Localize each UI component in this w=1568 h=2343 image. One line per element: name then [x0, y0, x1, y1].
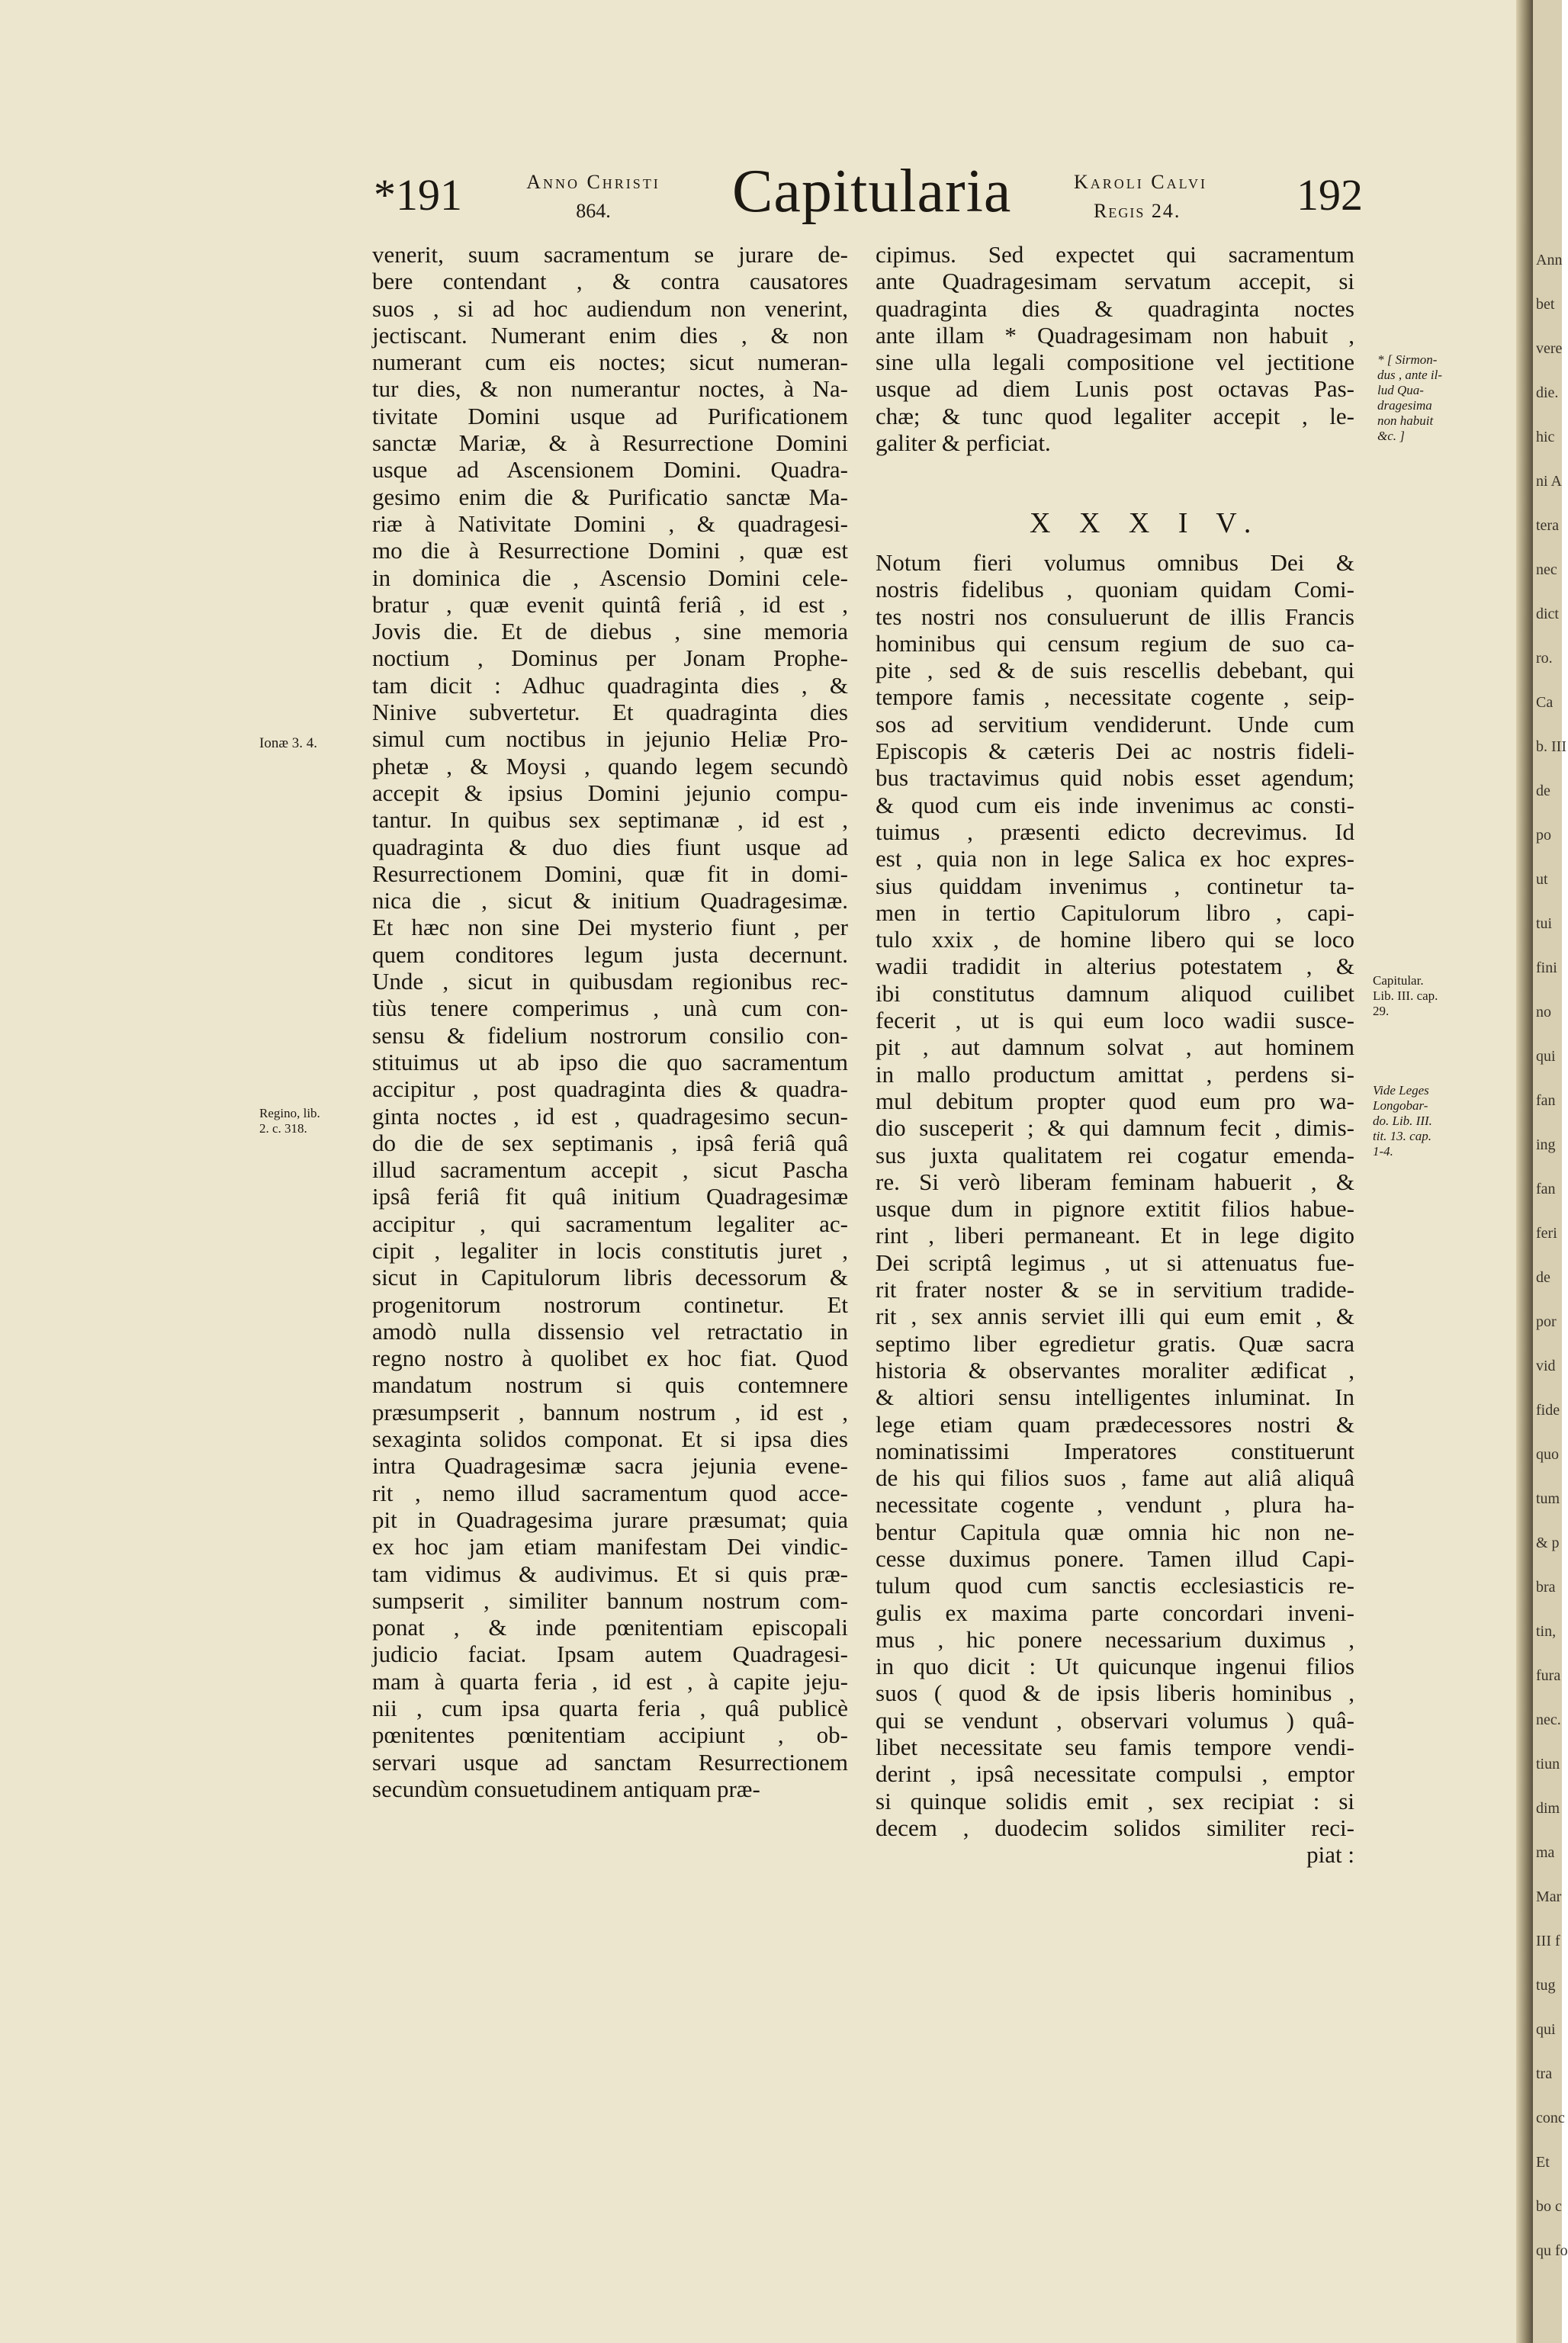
next-page-fragment: Ca [1536, 694, 1554, 711]
text-line: secundùm consuetudinem antiquam præ- [372, 1775, 760, 1802]
text-line: tivitate Domini usque ad Purificationem [372, 402, 848, 429]
text-line: est , quia non in lege Salica ex hoc expres- [876, 845, 1354, 873]
text-line: cesse duximus ponere. Tamen illud Capi- [876, 1544, 1354, 1572]
next-page-fragment: dim [1536, 1800, 1560, 1817]
margin-note-line: Lib. III. cap. [1373, 988, 1438, 1003]
text-line: tempore famis , necessitate cogente , seip- [876, 683, 1354, 711]
text-line: galiter & perficiat. [876, 429, 1051, 457]
text-line: accipitur , post quadraginta dies & quadra- [372, 1075, 848, 1103]
margin-note-line: tit. 13. cap. [1373, 1129, 1431, 1143]
text-line: necessitate cogente , vendunt , plura ha- [876, 1491, 1354, 1519]
next-page-fragment: Ann [1536, 252, 1563, 268]
text-line: lege etiam quam prædecessores nostri & [876, 1410, 1354, 1438]
text-line: sine ulla legali compositione vel jectitione [876, 349, 1354, 376]
next-page-fragment: nec. [1536, 1711, 1561, 1728]
next-page-fragment: tui [1536, 915, 1553, 932]
text-line: in mallo productum amittat , perdens si- [876, 1060, 1354, 1088]
text-line: Notum fieri volumus omnibus Dei & [876, 549, 1354, 576]
text-line: in dominica die , Ascensio Domini cele- [372, 564, 848, 591]
margin-note-line: &c. ] [1377, 429, 1405, 443]
text-line: noctium , Dominus per Jonam Prophe- [372, 644, 848, 672]
margin-note-line: Regino, lib. [259, 1106, 320, 1120]
next-page-fragment: III f [1536, 1933, 1560, 1949]
margin-note-line: 2. c. 318. [259, 1121, 307, 1136]
next-page-fragment: qui [1536, 2021, 1556, 2038]
text-line: mam à quarta feria , id est , à capite jeju- [372, 1667, 848, 1695]
text-line: ponat , & inde pœnitentiam episcopali [372, 1614, 848, 1641]
text-line: quadraginta dies & quadraginta noctes [876, 294, 1354, 322]
text-line: Et hæc non sine Dei mysterio fiunt , per [372, 914, 848, 941]
next-page-fragment: quo [1536, 1446, 1559, 1463]
text-line: Episcopis & cæteris Dei ac nostris fideli- [876, 738, 1354, 765]
text-line: gulis ex maxima parte concordari inveni- [876, 1599, 1354, 1626]
page-number-right: 192 [1296, 170, 1363, 220]
next-page-fragment: fide [1536, 1402, 1560, 1419]
next-page-fragment: bra [1536, 1579, 1556, 1596]
next-page-fragment: hic [1536, 429, 1555, 445]
text-line: mo die à Resurrectione Domini , quæ est [372, 537, 848, 564]
text-line: præsumpserit , bannum nostrum , id est , [372, 1398, 848, 1425]
header-anno: Anno Christi [526, 171, 660, 193]
next-page-fragment: fan [1536, 1092, 1556, 1109]
next-page-fragment: ing [1536, 1136, 1556, 1153]
margin-note-line: Longobar- [1373, 1098, 1428, 1113]
margin-note-line: Capitular. [1373, 973, 1424, 988]
section-heading: X X X I V. [1030, 507, 1262, 539]
text-line: historia & observantes moraliter ædificat , [876, 1356, 1354, 1384]
right-text-column-top [876, 241, 1354, 456]
next-page-fragment: tiun [1536, 1756, 1560, 1773]
text-line: pit in Quadragesima jurare præsumat; quia [372, 1506, 848, 1533]
text-line: tantur. In quibus sex septimanæ , id est , [372, 806, 848, 834]
text-line: men in tertio Capitulorum libro , capi- [876, 898, 1354, 926]
next-page-fragment: bo c [1536, 2198, 1562, 2215]
next-page-fragment: dict [1536, 606, 1559, 622]
margin-note-line: 1-4. [1373, 1144, 1393, 1159]
text-line: stituimus ut ab ipso die quo sacramentum [372, 1048, 848, 1075]
page-title: Capitularia [732, 158, 1012, 225]
next-page-fragment: ut [1536, 871, 1548, 888]
margin-note-line: 29. [1373, 1004, 1390, 1018]
next-page-fragment: ni A [1536, 473, 1562, 490]
text-line: quem conditores legum justa decernunt. [372, 940, 848, 968]
text-line: decem , duodecim solidos similiter reci- [876, 1814, 1354, 1841]
next-page-fragment: ro. [1536, 650, 1553, 667]
text-line: sius quiddam invenimus , continetur ta- [876, 872, 1354, 899]
next-page-fragment: fura [1536, 1667, 1561, 1684]
text-line: rit , nemo illud sacramentum quod acce- [372, 1479, 848, 1506]
next-page-fragment: tin, [1536, 1623, 1557, 1640]
margin-note-regino [259, 1106, 320, 1136]
next-page-fragment: Et [1536, 2154, 1550, 2171]
text-line: pit , aut damnum solvat , aut hominem [876, 1033, 1354, 1061]
text-line: cipimus. Sed expectet qui sacramentum [876, 241, 1354, 268]
text-line: fecerit , ut is qui eum loco wadii susce- [876, 1007, 1354, 1034]
text-line: Ninive subvertetur. Et quadraginta dies [372, 699, 848, 726]
text-line: hominibus qui censum regium de suo ca- [876, 629, 1354, 657]
text-line: piat : [1306, 1841, 1354, 1869]
text-line: judicio faciat. Ipsam autem Quadragesi- [372, 1641, 848, 1668]
text-line: suos ( quod & de ipsis liberis hominibus , [876, 1679, 1354, 1707]
text-line: accepit & ipsius Domini jejunio compu- [372, 779, 848, 806]
text-line: nostris fidelibus , quoniam quidam Comi- [876, 576, 1354, 603]
text-line: mus , hic ponere necessarium duximus , [876, 1625, 1354, 1653]
text-line: si quinque solidis emit , sex recipiat : si [876, 1787, 1354, 1814]
text-line: derint , ipsâ necessitate compulsi , emptor [876, 1760, 1354, 1788]
text-line: nii , cum ipsa quarta feria , quâ publicè [372, 1695, 848, 1722]
page-number-left: *191 [374, 170, 462, 220]
text-line: tiùs tenere comperimus , unà cum con- [372, 995, 848, 1022]
text-line: re. Si verò liberam feminam habuerit , & [876, 1168, 1354, 1195]
text-line: Resurrectionem Domini, quæ fit in domi- [372, 860, 848, 887]
margin-note-line: dus , ante il- [1377, 368, 1442, 382]
text-line: bus tractavimus quid nobis esset agendum; [876, 764, 1354, 792]
next-page-fragment: die. [1536, 384, 1559, 401]
text-line: in quo dicit : Ut quicunque ingenui filios [876, 1653, 1354, 1680]
text-line: accipitur , qui sacramentum legaliter ac- [372, 1210, 848, 1237]
text-line: sumpserit , similiter bannum nostrum com- [372, 1586, 848, 1614]
next-page-fragment: conc [1536, 2110, 1565, 2126]
text-line: wadii tradidit in alterius potestatem , & [876, 953, 1354, 980]
text-line: sos ad servitium vendiderunt. Unde cum [876, 710, 1354, 738]
left-text-column [372, 241, 848, 1802]
next-page-fragment: tug [1536, 1977, 1556, 1994]
text-line: bentur Capitula quæ omnia hic non ne- [876, 1518, 1354, 1545]
text-line: tam dicit : Adhuc quadraginta dies , & [372, 671, 848, 699]
next-page-fragment: tera [1536, 517, 1559, 534]
text-line: pite , sed & de suis rescellis debebant, qui [876, 657, 1354, 684]
header-year: 864. [576, 200, 611, 222]
text-line: jectiscant. Numerant enim dies , & non [372, 321, 848, 349]
text-line: cipit , legaliter in locis constitutis juret , [372, 1236, 848, 1264]
text-line: sexaginta solidos componat. Et si ipsa dies [372, 1425, 848, 1453]
margin-note-line: Vide Leges [1373, 1083, 1429, 1098]
text-line: venerit, suum sacramentum se jurare de- [372, 241, 848, 268]
next-page-fragment: fini [1536, 959, 1557, 976]
text-line: do die de sex septimanis , ipsâ feriâ quâ [372, 1129, 848, 1156]
text-line: ipsâ feriâ fit quâ initium Quadragesimæ [372, 1183, 848, 1210]
text-line: ibi constitutus damnum aliquod cuilibet [876, 979, 1354, 1007]
text-line: Unde , sicut in quibusdam regionibus rec- [372, 968, 848, 995]
next-page-fragment: por [1536, 1313, 1557, 1330]
margin-note-vide-leges [1373, 1083, 1432, 1159]
text-line: sicut in Capitulorum libris decessorum & [372, 1264, 848, 1291]
text-line: simul cum noctibus in jejunio Heliæ Pro- [372, 725, 848, 753]
next-page-edge [1533, 0, 1568, 2343]
text-line: nominatissimi Imperatores constituerunt [876, 1437, 1354, 1464]
text-line: rint , liberi permaneant. Et in lege digito [876, 1222, 1354, 1249]
text-line: Jovis die. Et de diebus , sine memoria [372, 618, 848, 645]
text-line: libet necessitate seu famis tempore vendi- [876, 1734, 1354, 1761]
text-line: mul debitum propter quod eum pro wa- [876, 1087, 1354, 1114]
text-line: illud sacramentum accepit , sicut Pascha [372, 1156, 848, 1184]
header-regis: Regis 24. [1094, 200, 1181, 222]
next-page-fragment: b. III [1536, 738, 1566, 755]
text-line: usque ad diem Lunis post octavas Pas- [876, 375, 1354, 403]
text-line: numerant cum eis noctes; sicut numeran- [372, 349, 848, 376]
right-text-column-main [876, 549, 1354, 1869]
margin-note-line: * [ Sirmon- [1377, 352, 1438, 367]
margin-note-jonae: Ionæ 3. 4. [259, 735, 317, 751]
text-line: rit , sex annis serviet illi qui eum emit , & [876, 1303, 1354, 1330]
next-page-fragment: vere [1536, 340, 1563, 357]
margin-note-line: lud Qua- [1377, 383, 1424, 397]
text-line: ginta noctes , id est , quadragesimo secun- [372, 1102, 848, 1130]
header-karoli: Karoli Calvi [1074, 171, 1207, 193]
next-page-fragment: feri [1536, 1225, 1557, 1242]
text-line: & altiori sensu intelligentes inluminat. In [876, 1384, 1354, 1411]
next-page-fragment: & p [1536, 1535, 1560, 1551]
text-line: phetæ , & Moysi , quando legem secundò [372, 752, 848, 779]
text-line: Dei scriptâ legimus , ut si attenuatus fue- [876, 1249, 1354, 1276]
text-line: tuimus , præsenti edicto decrevimus. Id [876, 818, 1354, 845]
text-line: progenitorum nostrorum continetur. Et [372, 1290, 848, 1318]
margin-note-sirmondus [1377, 352, 1442, 444]
text-line: sus juxta qualitatem rei cogatur emenda- [876, 1141, 1354, 1168]
text-line: tulum quod cum sanctis ecclesiasticis re- [876, 1572, 1354, 1599]
margin-note-line: do. Lib. III. [1373, 1114, 1432, 1128]
text-line: mandatum nostrum si quis contemnere [372, 1371, 848, 1399]
next-page-fragment: Mar [1536, 1888, 1562, 1905]
next-page-fragment: nec [1536, 561, 1557, 578]
text-line: ante Quadragesimam servatum accepit, si [876, 268, 1354, 295]
text-line: tes nostri nos consuluerunt de illis Francis [876, 603, 1354, 630]
next-page-fragment: tum [1536, 1490, 1560, 1507]
text-line: sanctæ Mariæ, & à Resurrectione Domini [372, 429, 848, 457]
text-line: dio susceperit ; & qui damnum fecit , dimis- [876, 1114, 1354, 1142]
text-line: quadraginta & duo dies fiunt usque ad [372, 833, 848, 860]
next-page-fragment: vid [1536, 1358, 1556, 1374]
text-line: intra Quadragesimæ sacra jejunia evene- [372, 1452, 848, 1480]
margin-note-line: dragesima [1377, 398, 1432, 413]
next-page-fragment: tra [1536, 2065, 1553, 2082]
text-line: qui se vendunt , observari volumus ) quâ- [876, 1706, 1354, 1734]
text-line: bratur , quæ evenit quintâ feriâ , id est , [372, 590, 848, 618]
next-page-fragment: no [1536, 1004, 1551, 1020]
next-page-fragment: bet [1536, 296, 1555, 313]
text-line: chæ; & tunc quod legaliter accepit , le- [876, 402, 1354, 429]
text-line: ex hoc jam etiam manifestam Dei vindic- [372, 1533, 848, 1560]
next-page-fragment: po [1536, 827, 1551, 844]
next-page-fragment: de [1536, 1269, 1550, 1286]
next-page-fragment: de [1536, 783, 1550, 799]
next-page-fragment: ma [1536, 1844, 1555, 1861]
text-line: suos , si ad hoc audiendum non venerint, [372, 294, 848, 322]
text-line: usque dum in pignore extitit filios habue- [876, 1195, 1354, 1223]
next-page-fragment: fan [1536, 1181, 1556, 1197]
text-line: pœnitentes pœnitentiam accipiunt , ob- [372, 1721, 848, 1749]
book-gutter [1516, 0, 1533, 2343]
text-line: regno nostro à quolibet ex hoc fiat. Quod [372, 1345, 848, 1372]
text-line: septimo liber egredietur gratis. Quæ sacra [876, 1329, 1354, 1357]
text-line: tulo xxix , de homine libero qui se loco [876, 926, 1354, 953]
text-line: servari usque ad sanctam Resurrectionem [372, 1748, 848, 1776]
text-line: sensu & fidelium nostrorum consilio con- [372, 1021, 848, 1049]
text-line: nica die , sicut & initium Quadragesimæ. [372, 887, 848, 914]
next-page-fragment: qui [1536, 1048, 1556, 1065]
text-line: bere contendant , & contra causatores [372, 268, 848, 295]
text-line: tur dies, & non numerantur noctes, à Na- [372, 375, 848, 403]
text-line: & quod cum eis inde invenimus ac consti- [876, 791, 1354, 818]
text-line: gesimo enim die & Purificatio sanctæ Ma- [372, 483, 848, 510]
margin-note-line: non habuit [1377, 413, 1434, 428]
text-line: rit frater noster & se in servitium tradide- [876, 1276, 1354, 1303]
margin-note-capitular [1373, 973, 1438, 1019]
text-line: amodò nulla dissensio vel retractatio in [372, 1317, 848, 1345]
text-line: tam vidimus & audivimus. Et si quis præ- [372, 1560, 848, 1587]
text-line: de his qui filios suos , fame aut aliâ aliquâ [876, 1464, 1354, 1492]
text-line: usque ad Ascensionem Domini. Quadra- [372, 456, 848, 484]
next-page-fragment: qu fo [1536, 2242, 1568, 2259]
text-line: riæ à Nativitate Domini , & quadragesi- [372, 509, 848, 537]
text-line: ante illam * Quadragesimam non habuit , [876, 321, 1354, 349]
